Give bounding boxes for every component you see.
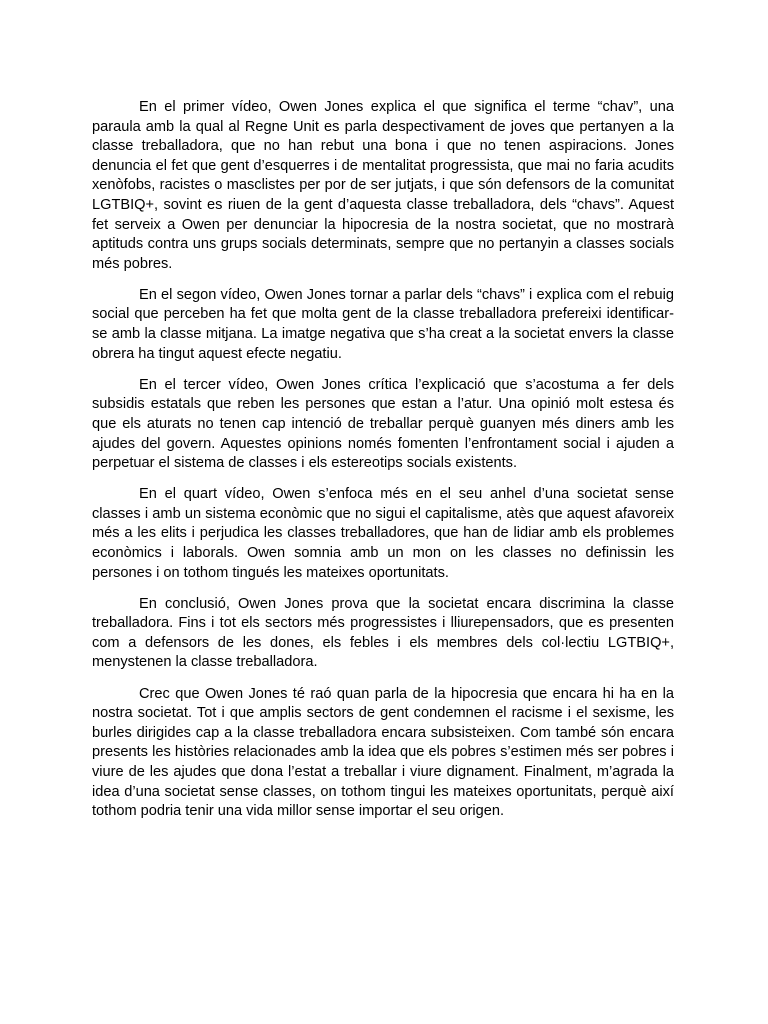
document-page — [92, 98, 674, 833]
paragraph-6: Crec que Owen Jones té raó quan parla de la hipocresia que encara hi ha en la nostra societat. Tot i que amplis sectors de gent condemnen el racisme i el sexisme, les burles dirigides cap a la classe treballadora encara subsisteixen. Com també són encara presents les històries relacionades amb la idea que els pobres s’estimen més ser pobres i viure de les ajudes que dona l’estat a treballar i viure dignament. Finalment, m’agrada la idea d’una societat sense classes, on tothom tingui les mateixes oportunitats, perquè així tothom podria tenir una vida millor sense importar el seu origen. — [92, 685, 674, 820]
paragraph-4: En el quart vídeo, Owen s’enfoca més en el seu anhel d’una societat sense classes i amb un sistema econòmic que no sigui el capitalisme, atès que aquest afavoreix més a les elits i perjudica les classes treballadores, que han de lidiar amb els problemes econòmics i laborals. Owen somnia amb un mon on les classes no definissin les persones i on tothom tingués les mateixes oportunitats. — [92, 486, 674, 581]
paragraph-5: En conclusió, Owen Jones prova que la societat encara discrimina la classe treballadora. Fins i tot els sectors més progressistes i lliurepensadors, que es presenten com a defensors de les dones, els febles i els membres dels col·lectiu LGTBIQ+, menystenen la classe treballadora. — [92, 595, 674, 671]
paragraph-3: En el tercer vídeo, Owen Jones crítica l’explicació que s’acostuma a fer dels subsidis estatals que reben les persones que estan a l’atur. Una opinió molt estesa és que els aturats no tenen cap intenció de treballar perquè guanyen més diners amb les ajudes del govern. Aquestes opinions només fomenten l’enfrontament social i ajuden a perpetuar el sistema de classes i els estereotips socials existents. — [92, 376, 674, 472]
paragraph-1: En el primer vídeo, Owen Jones explica el que significa el terme “chav”, una paraula amb la qual al Regne Unit es parla despectivament de joves que pertanyen a la classe treballadora, que no han rebut una bona i que no tenen aspiracions. Jones denuncia el fet que gent d’esquerres i de mentalitat progressista, que mai no faria acudits xenòfobs, racistes o masclistes per por de ser jutjats, i que són defensors de la comunitat LGTBIQ+, sovint es riuen de la gent d’aquesta classe treballadora, dels “chavs”. Aquest fet serveix a Owen per denunciar la hipocresia de la nostra societat, que no mostrarà aptituds contra uns grups socials determinats, sempre que no pertanyin a classes socials més pobres. — [92, 99, 674, 272]
paragraph-2: En el segon vídeo, Owen Jones tornar a parlar dels “chavs” i explica com el rebuig social que perceben ha fet que molta gent de la classe treballadora prefereixi identificar-se amb la classe mitjana. La imatge negativa que s’ha creat a la societat envers la classe obrera ha tingut aquest efecte negatiu. — [92, 286, 674, 362]
